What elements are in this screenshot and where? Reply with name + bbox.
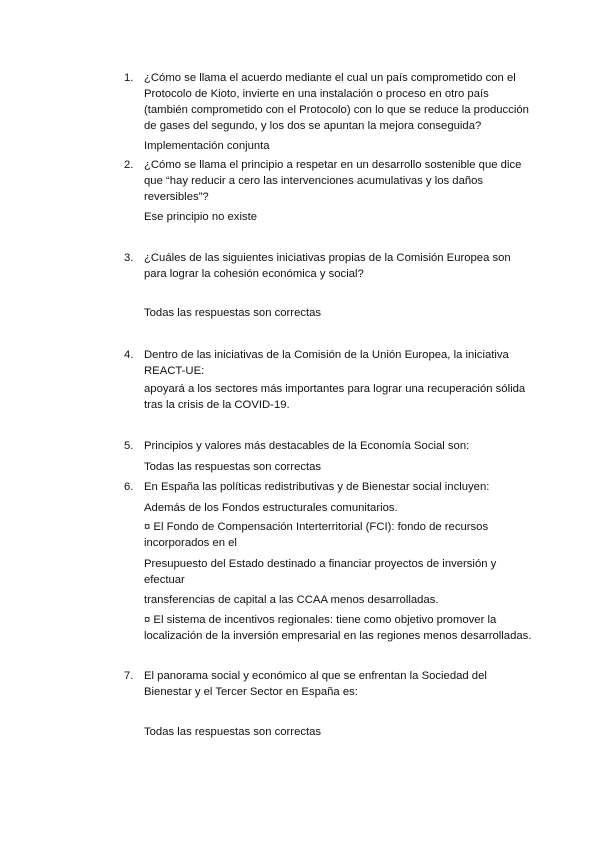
answer-text: apoyará a los sectores más importantes para lograr una recuperación sólida <box>144 383 526 395</box>
answer-text: Todas las respuestas son correctas <box>144 307 322 319</box>
question-text-line: ¿Cómo se llama el acuerdo mediante el cual un país comprometido con el <box>144 72 516 84</box>
question-number: 3. <box>124 252 134 264</box>
question-text-line: reversibles”? <box>144 191 209 203</box>
question-text-line: En España las políticas redistributivas y de Bienestar social incluyen: <box>144 481 490 493</box>
question-number: 1. <box>124 72 134 84</box>
question-number: 4. <box>124 349 134 361</box>
question-text-line: El panorama social y económico al que se enfrentan la Sociedad del <box>144 670 487 682</box>
question-text-line: ¿Cuáles de las siguientes iniciativas propias de la Comisión Europea son <box>144 252 511 264</box>
question-text-line: Protocolo de Kioto, invierte en una instalación o proceso en otro país <box>144 88 489 100</box>
answer-text: efectuar <box>144 574 185 586</box>
question-text-line: Dentro de las iniciativas de la Comisión de la Unión Europea, la iniciativa <box>144 349 509 361</box>
answer-text: ¤ El Fondo de Compensación Interterritorial (FCI): fondo de recursos <box>144 521 489 533</box>
question-number: 2. <box>124 159 134 171</box>
question-text-line: Principios y valores más destacables de la Economía Social son: <box>144 440 470 452</box>
question-number: 7. <box>124 670 134 682</box>
question-text-line: ¿Cómo se llama el principio a respetar en un desarrollo sostenible que dice <box>144 159 522 171</box>
question-number: 5. <box>124 440 134 452</box>
answer-text: Ese principio no existe <box>144 211 258 223</box>
question-text-line: que “hay reducir a cero las intervenciones acumulativas y los daños <box>144 175 484 187</box>
answer-text: Presupuesto del Estado destinado a financiar proyectos de inversión y <box>144 558 497 570</box>
question-text-line: (también comprometido con el Protocolo) con lo que se reduce la producción <box>144 104 529 116</box>
question-text-line: de gases del segundo, y los dos se apuntan la mejora conseguida? <box>144 120 482 132</box>
question-text-line: para lograr la cohesión económica y social? <box>144 268 364 280</box>
answer-text: tras la crisis de la COVID-19. <box>144 399 290 411</box>
answer-text: localización de la inversión empresarial en las regiones menos desarrolladas. <box>144 630 532 642</box>
question-text-line: Bienestar y el Tercer Sector en España es: <box>144 686 358 698</box>
answer-text: Todas las respuestas son correctas <box>144 726 322 738</box>
answer-text: Todas las respuestas son correctas <box>144 461 322 473</box>
answer-text: transferencias de capital a las CCAA menos desarrolladas. <box>144 594 439 606</box>
answer-text: incorporados en el <box>144 537 237 549</box>
answer-text: Implementación conjunta <box>144 140 270 152</box>
question-text-line: REACT-UE: <box>144 365 205 377</box>
answer-text: Además de los Fondos estructurales comunitarios. <box>144 502 398 514</box>
answer-text: ¤ El sistema de incentivos regionales: tiene como objetivo promover la <box>144 614 497 626</box>
question-number: 6. <box>124 481 134 493</box>
